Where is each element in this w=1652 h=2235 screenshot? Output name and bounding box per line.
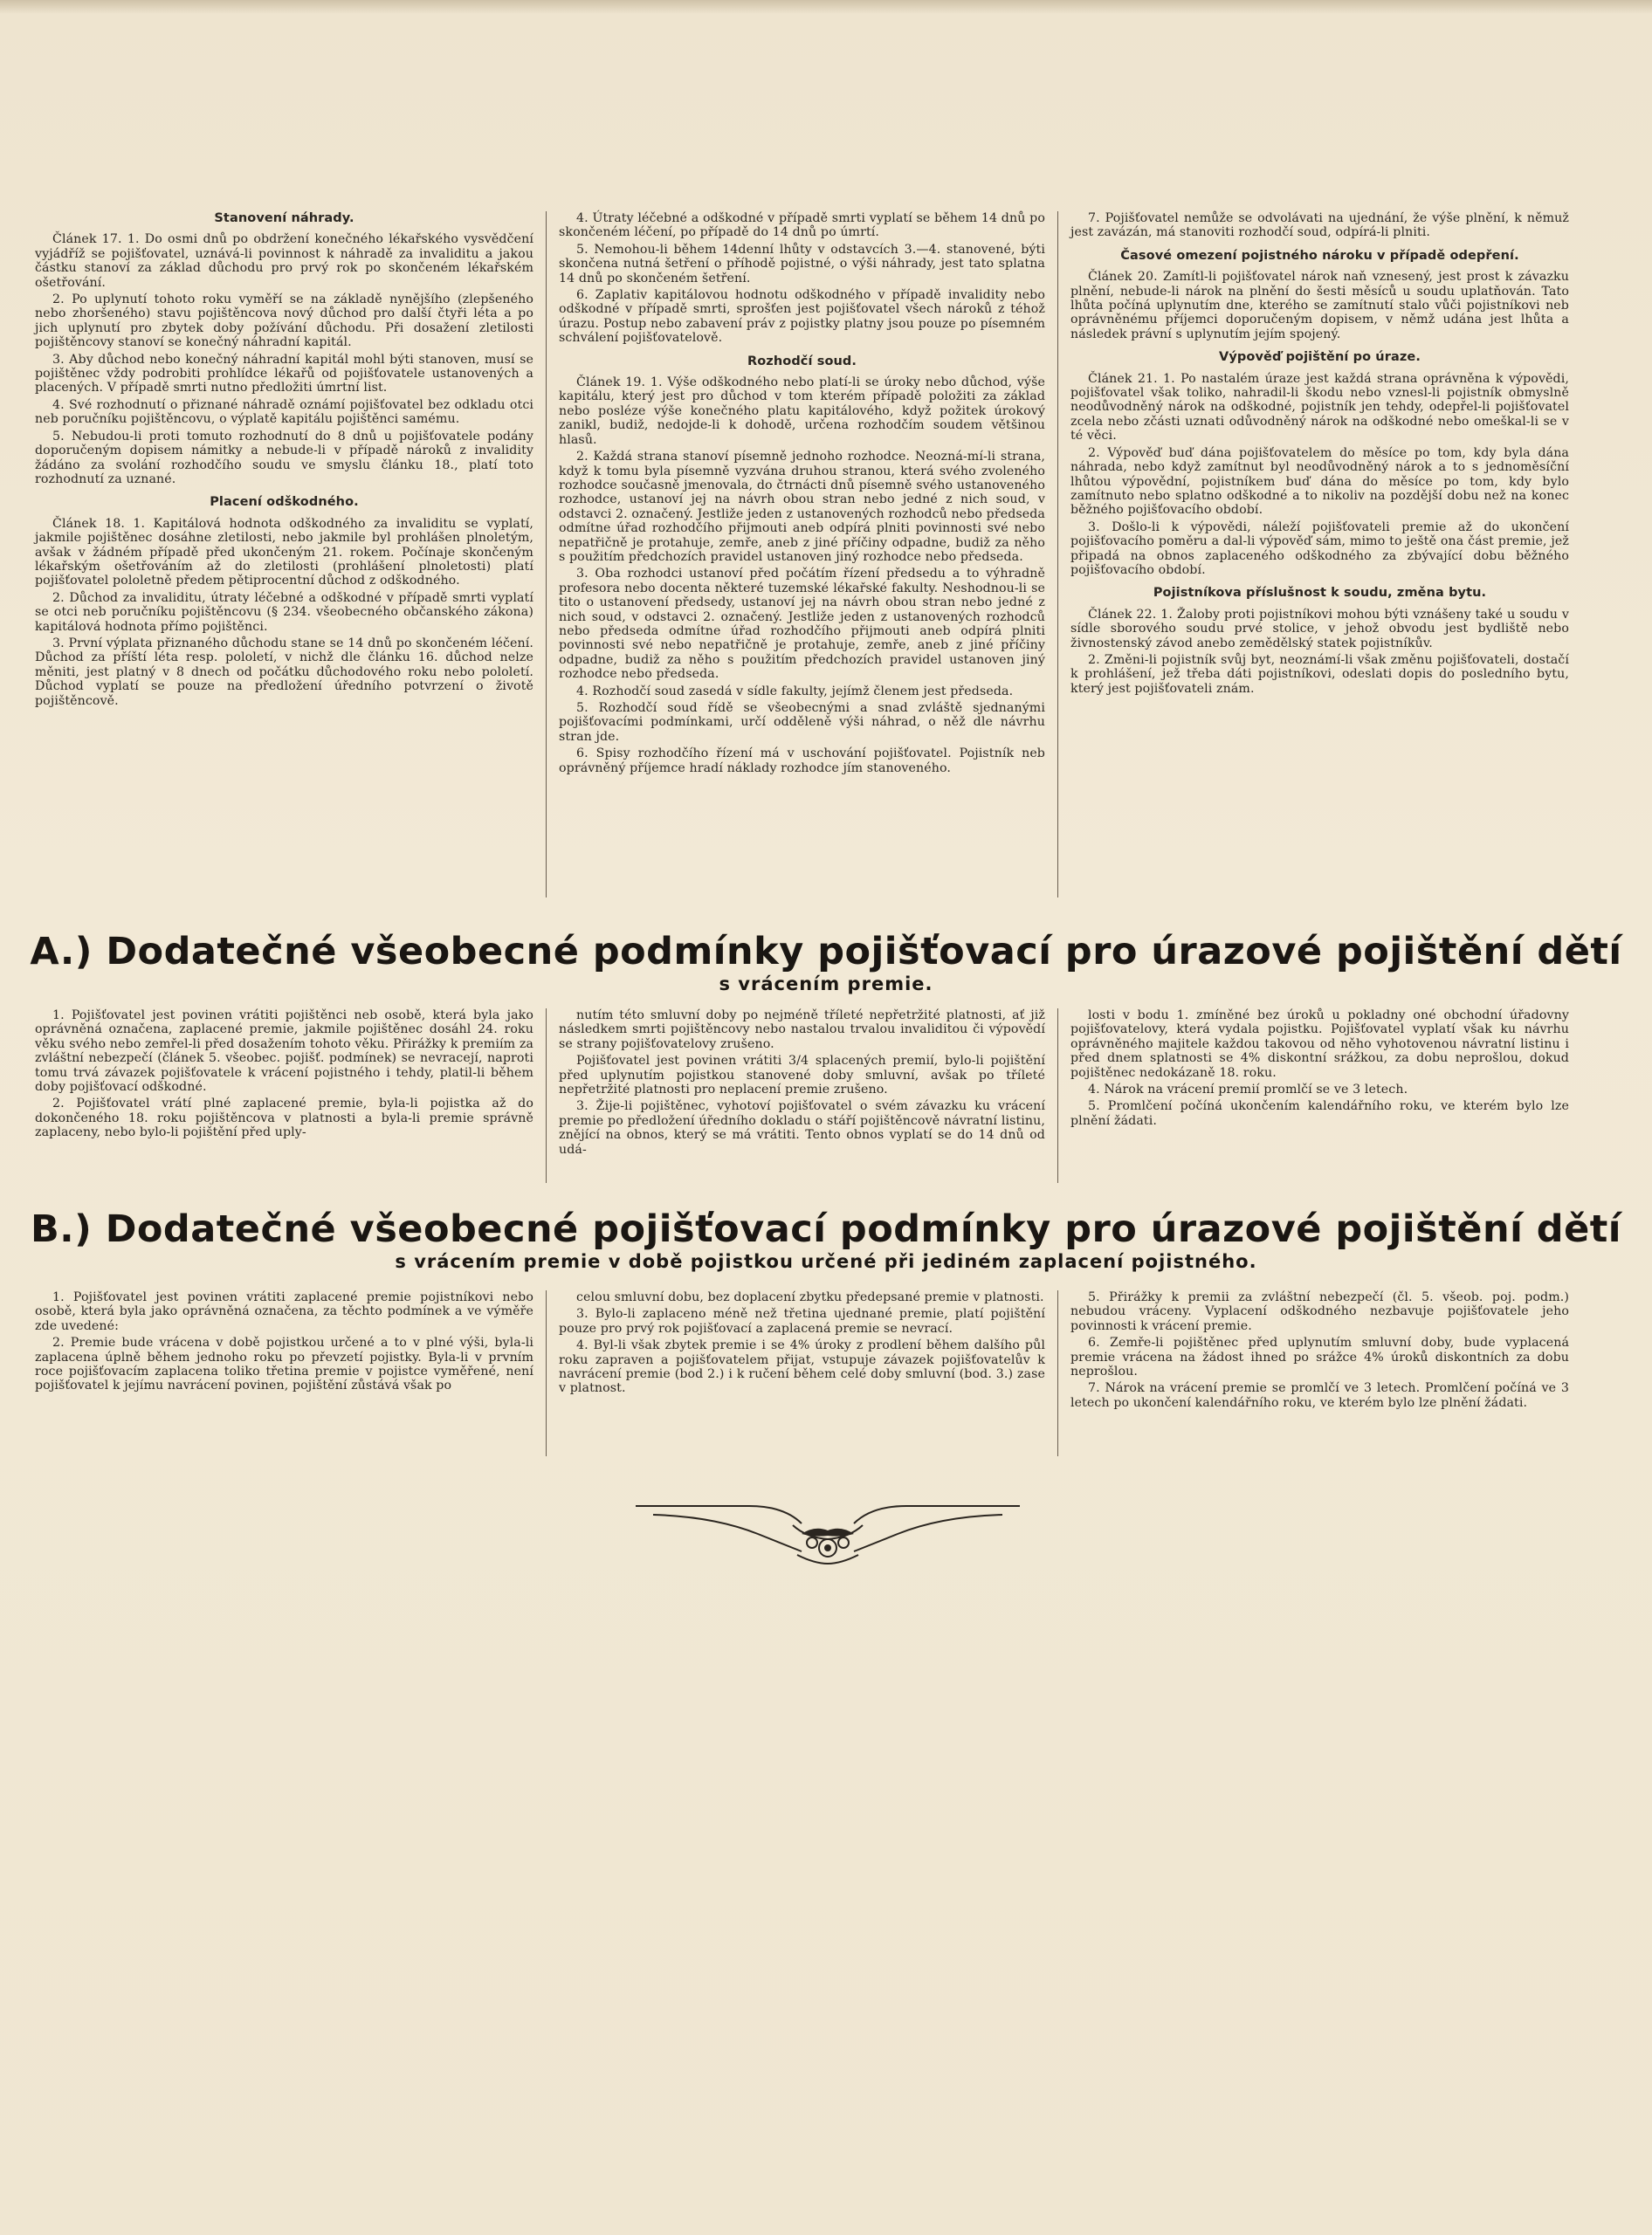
- paragraph: Článek 19. 1. Výše odškodného nebo platí-li se úroky nebo důchod, výše kapitálu, který jest pro důchod v tom kterém případě položiti za základ nebo posléze výše konečného platu kapitálového, když požitek úrokový zanikl, budiž, nedojde-li k dohodě, určena rozhodčím soudem většinou hlasů.: [559, 375, 1045, 447]
- section-a-column-1: [35, 1008, 546, 1183]
- section-b-columns: [35, 1290, 1607, 1456]
- ornament-icon: [627, 1499, 1029, 1571]
- paragraph: 5. Rozhodčí soud řídě se všeobecnými a snad zvláště sjednanými pojišťovacími podmínkami, určí odděleně výši náhrad, o něž dle návrhu stran jde.: [559, 701, 1045, 744]
- paragraph: losti v bodu 1. zmíněné bez úroků u pokladny oné obchodní úřadovny pojišťovatelovy, která vydala pojistku. Pojišťovatel vyplatí však ku návrhu oprávněného majitele každou takovou od něho vyhotovenou návratní listinu i před dnem splatnosti se 4% diskontní srážkou, za dobu neprošlou, dokud pojištěnec nedokázaně 18. roku.: [1070, 1008, 1569, 1080]
- paragraph: 3. Žije-li pojištěnec, vyhotoví pojišťovatel o svém závazku ku vrácení premie po předložení úředního dokladu o stáří pojištěncově návratní listinu, znějící na obnos, který se má vrátiti. Tento obnos vyplatí se do 14 dnů od udá-: [559, 1099, 1045, 1157]
- section-a-column-3: [1058, 1008, 1569, 1183]
- paragraph: 5. Promlčení počíná ukončením kalendářního roku, ve kterém bylo lze plnění žádati.: [1070, 1099, 1569, 1128]
- section-heading: Výpověď pojištění po úraze.: [1219, 350, 1421, 365]
- banner-b-subtitle: s vrácením premie v době pojistkou určené při jediném zaplacení pojistného.: [395, 1251, 1257, 1272]
- section-b-column-1: [35, 1290, 546, 1456]
- paragraph: Článek 21. 1. Po nastalém úraze jest každá strana oprávněna k výpovědi, pojišťovatel však toliko, nahradil-li škodu nebo vznesl-li pojistník obmyslně neodůvodněný nárok na odškodné, pojistník jen tehdy, odepřel-li pojišťovatel zcela nebo zčásti uznati odůvodněný nárok na odškodné nebo omeškal-li se v té věci.: [1070, 371, 1569, 444]
- section-heading: Časové omezení pojistného nároku v případě odepření.: [1120, 248, 1519, 263]
- paragraph: 2. Po uplynutí tohoto roku vyměří se na základě nynějšího (zlepšeného nebo zhoršeného) stavu pojištěncova nový důchod pro další čtyři léta a po jich uplynutí pro zbytek doby požívání důchodu. Při dosažení zletilosti pojištěncovy stanoví se konečný náhradní kapitál.: [35, 292, 533, 350]
- paragraph: 7. Nárok na vrácení premie se promlčí ve 3 letech. Promlčení počíná ve 3 letech po ukončení kalendářního roku, ve kterém bylo lze plnění žádati.: [1070, 1381, 1569, 1410]
- banner-b-title: B.) Dodatečné všeobecné pojišťovací podmínky pro úrazové pojištění dětí: [30, 1207, 1622, 1251]
- paragraph: 2. Výpověď buď dána pojišťovatelem do měsíce po tom, kdy byla dána náhrada, nebo když zamítnut byl neodůvodněný nárok a to s jednoměsíční lhůtou výpovědní, pojistníkem buď dána do měsíce po tom, kdy bylo zamítnuto nebo splatno odškodné a to nikoliv na pozdější dobu než na konec běžného pojišťovacího období.: [1070, 445, 1569, 518]
- paragraph: 5. Nebudou-li proti tomuto rozhodnutí do 8 dnů u pojišťovatele podány doporučeným dopisem námitky a nebude-li v případě nároků z invalidity žádáno za svolání rozhodčího soudu ve smyslu článku 18., platí toto rozhodnutí za uznané.: [35, 429, 533, 486]
- section-heading: Rozhodčí soud.: [747, 354, 857, 368]
- paragraph: 5. Nemohou-li během 14denní lhůty v odstavcích 3.—4. stanovené, býti skončena nutná šetření o příhodě pojistné, o výši náhrady, jest tato splatna 14 dnů po skončeném šetření.: [559, 242, 1045, 285]
- paragraph: Pojišťovatel jest povinen vrátiti 3/4 splacených premií, bylo-li pojištění před uplynutím pojistkou stanovené doby smluvní, avšak po tříleté nepřetržité platnosti pro neplacení premie zrušeno.: [559, 1054, 1045, 1097]
- section-a-columns: [35, 1008, 1607, 1183]
- section-heading: Placení odškodného.: [210, 495, 359, 510]
- paragraph: 2. Každá strana stanoví písemně jednoho rozhodce. Neozná-mí-li strana, když k tomu byla písemně vyzvána druhou stranou, která svého zvoleného rozhodce současně jmenovala, do čtrnácti dnů písemně svého ustanoveného rozhodce, ustanoví jej na návrh obou stran nebo jedné z nich soud, v odstavci 2. označený. Jestliže jeden z ustanovených rozhodců nebo předseda odmítne úřad rozhodčího přijmouti aneb odpírá plniti povinnosti své nebo nepatřičně je protahuje, zemře, aneb z jiné příčiny odpadne, budiž za něho s použitím předchozích pravidel ustanoven jiný rozhodce nebo předseda.: [559, 450, 1045, 564]
- top-column-3: [1058, 211, 1569, 897]
- paragraph: 4. Byl-li však zbytek premie i se 4% úroky z prodlení během dalšího půl roku zapraven a pojišťovatelem přijat, vstupuje závazek pojišťovatelův k navrácení premie (bod 2.) i k ručení během celé doby smluvní (bod. 3.) zase v platnost.: [559, 1338, 1045, 1396]
- paragraph: 2. Premie bude vrácena v době pojistkou určené a to v plné výši, byla-li zaplacena úplně během jednoho roku po převzetí pojistky. Byla-li v prvním roce pojišťovacím zaplacena toliko třetina premie v pojistce vyměřené, není pojišťovatel k jejímu navrácení povinen, pojištění zůstává však po: [35, 1336, 533, 1393]
- banner-a-title: A.) Dodatečné všeobecné podmínky pojišťovací pro úrazové pojištění dětí: [30, 930, 1622, 973]
- section-a-column-2: [547, 1008, 1057, 1183]
- banner-a-subtitle: s vrácením premie.: [719, 973, 933, 994]
- paragraph: 1. Pojišťovatel jest povinen vrátiti zaplacené premie pojistníkovi nebo osobě, která byla jako oprávněná označena, za těchto podmínek a ve výměře zde uvedené:: [35, 1290, 533, 1333]
- section-heading: Pojistníkova příslušnost k soudu, změna bytu.: [1153, 586, 1487, 601]
- paragraph: celou smluvní dobu, bez doplacení zbytku předepsané premie v platnosti.: [576, 1290, 1044, 1304]
- paragraph: 3. Oba rozhodci ustanoví před počátím řízení předsedu a to výhradně profesora nebo docenta některé tuzemské lékařské fakulty. Neshodnou-li se tito o ustanovení předsedy, ustanoví jej na návrh obou stran nebo jedné z nich soud, v odstavci 2. označený. Jestliže jeden z ustanovených rozhodců nebo předseda odmítne úřad rozhodčího přijmouti aneb odpírá plniti povinnosti své nebo nepatřičně je protahuje, zemře, aneb z jiné příčiny odpadne, budiž za něho s použitím předchozích pravidel ustanoven jiný rozhodce nebo předseda.: [559, 567, 1045, 682]
- paragraph: 4. Své rozhodnutí o přiznané náhradě oznámí pojišťovatel bez odkladu otci neb poručníku pojištěncovu, o výplatě kapitálu pojištěnci samému.: [35, 397, 533, 427]
- paragraph: 6. Zaplativ kapitálovou hodnotu odškodného v případě invalidity nebo odškodné v případě smrti, sprošťen jest pojišťovatel všech nároků z téhož úrazu. Postup nebo zabavení práv z pojistky platny jsou pouze po písemném schválení pojišťovatelově.: [559, 288, 1045, 346]
- page-top-edge: [0, 0, 1652, 14]
- section-b-column-2: [547, 1290, 1057, 1456]
- paragraph: Článek 20. Zamítl-li pojišťovatel nárok naň vznesený, jest prost k závazku plnění, nebude-li nárok na plnění do šesti měsíců u soudu uplatňován. Tato lhůta počíná uplynutím dne, kterého se zamítnutí stalo vůči pojistníkovi neb oprávněnému příjemci doporučeným dopisem, v němž udána jest lhůta a následek právní s uplynutím jejím spojený.: [1070, 270, 1569, 341]
- paragraph: 2. Důchod za invaliditu, útraty léčebné a odškodné v případě smrti vyplatí se otci neb poručníku pojištěncovu (§ 234. všeobecného občanského zákona) kapitálová hodnota přímo pojištěnci.: [35, 590, 533, 634]
- banner-b: [0, 1207, 1652, 1272]
- top-column-2: [547, 211, 1057, 897]
- paragraph: 2. Změni-li pojistník svůj byt, neoznámí-li však změnu pojišťovateli, dostačí k prohlášení, jež třeba dáti pojistníkovi, odeslati dopis do posledního bytu, který jest pojišťovateli znám.: [1070, 652, 1569, 696]
- paragraph: 6. Spisy rozhodčího řízení má v uschování pojišťovatel. Pojistník neb oprávněný příjemce hradí náklady rozhodce jím stanoveného.: [559, 746, 1045, 775]
- paragraph: 3. Bylo-li zaplaceno méně než třetina ujednané premie, platí pojištění pouze pro prvý rok pojišťovací a zaplacená premie se nevrací.: [559, 1307, 1045, 1336]
- paragraph: 3. Aby důchod nebo konečný náhradní kapitál mohl býti stanoven, musí se pojištěnec vždy podrobiti prohlídce lékařů od pojišťovatele ustanovených a placených. V případě smrti nutno předložiti úmrtní list.: [35, 352, 533, 395]
- section-heading: Stanovení náhrady.: [214, 211, 354, 225]
- paragraph: 2. Pojišťovatel vrátí plné zaplacené premie, byla-li pojistka až do dokončeného 18. roku pojištěncova v platnosti a byla-li premie správně zaplaceny, nebo bylo-li pojištění před uply-: [35, 1097, 533, 1140]
- paragraph: 3. První výplata přiznaného důchodu stane se 14 dnů po skončeném léčení. Důchod za příští léta resp. pololetí, v nichž dle článku 16. důchod nelze měniti, jest platný v 8 dnech od počátku důchodového roku nebo pololetí. Důchod vyplatí se pouze na předložení úředního potvrzení o životě pojištěncově.: [35, 636, 533, 708]
- paragraph: Článek 17. 1. Do osmi dnů po obdržení konečného lékařského vysvědčení vyjádříž se pojišťovatel, uznává-li povinnost k náhradě za invaliditu a jakou částku stanoví za základ důchodu pro prvý rok po skončeném lékařském ošetřování.: [35, 232, 533, 290]
- paragraph: 4. Útraty léčebné a odškodné v případě smrti vyplatí se během 14 dnů po skončeném léčení, po případě do 14 dnů po úmrtí.: [559, 211, 1045, 240]
- banner-a: [0, 930, 1652, 994]
- paragraph: 4. Rozhodčí soud zasedá v sídle fakulty, jejímž členem jest předseda.: [576, 684, 1014, 698]
- paragraph: 4. Nárok na vrácení premií promlčí se ve 3 letech.: [1088, 1083, 1408, 1097]
- paragraph: Článek 18. 1. Kapitálová hodnota odškodného za invaliditu se vyplatí, jakmile pojištěnec dosáhne zletilosti, nebo jakmile byl prohlášen plnoletým, avšak v žádném případě před ukončeným 21. rokem. Počínaje skončeným lékařským ošetřováním až do zletilosti (prohlášení plnoletosti) platí pojišťovatel pololetně předem pětiprocentní důchod z odškodného.: [35, 516, 533, 588]
- paragraph: 5. Přirážky k premii za zvláštní nebezpečí (čl. 5. všeob. poj. podm.) nebudou vráceny. Vyplacení odškodného nezbavuje pojišťovatele jeho povinnosti k vrácení premie.: [1070, 1290, 1569, 1333]
- paragraph: nutím této smluvní doby po nejméně tříleté nepřetržité platnosti, ať již následkem smrti pojištěncovy nebo nastalou trvalou invaliditou či výpovědí se strany pojišťovatelovy zrušeno.: [559, 1008, 1045, 1051]
- paragraph: 3. Došlo-li k výpovědi, náleží pojišťovateli premie až do ukončení pojišťovacího poměru a dal-li výpověď sám, mimo to ještě ona část premie, jež připadá na obnos zaplaceného odškodného za zbývající dobu běžného pojišťovacího období.: [1070, 519, 1569, 577]
- paragraph: 6. Zemře-li pojištěnec před uplynutím smluvní doby, bude vyplacená premie vrácena na žádost ihned po srážce 4% úroků diskontních za dobu neprošlou.: [1070, 1336, 1569, 1379]
- section-b-column-3: [1058, 1290, 1569, 1456]
- paragraph: Článek 22. 1. Žaloby proti pojistníkovi mohou býti vznášeny také u soudu v sídle sborového soudu prvé stolice, v jehož obvodu jest bydliště nebo živnostenský závod anebo zemědělský statek pojistníkův.: [1070, 607, 1569, 650]
- paragraph: 1. Pojišťovatel jest povinen vrátiti pojištěnci neb osobě, která byla jako oprávněná označena, zaplacené premie, jakmile pojištěnec dosáhl 24. roku věku svého nebo zemřel-li před dosažením tohoto věku. Přirážky k premiím za zvláštní nebezpečí (článek 5. všeobec. pojišť. podmínek) se nevracejí, naproti tomu trvá závazek pojišťovatele k vrácení pojistného i tehdy, platil-li během doby pojišťovací odškodné.: [35, 1008, 533, 1095]
- top-columns: [35, 211, 1607, 897]
- paragraph: 7. Pojišťovatel nemůže se odvolávati na ujednání, že výše plnění, k němuž jest zavázán, má stanoviti rozhodčí soud, odpírá-li plniti.: [1070, 211, 1569, 240]
- top-column-1: [35, 211, 546, 897]
